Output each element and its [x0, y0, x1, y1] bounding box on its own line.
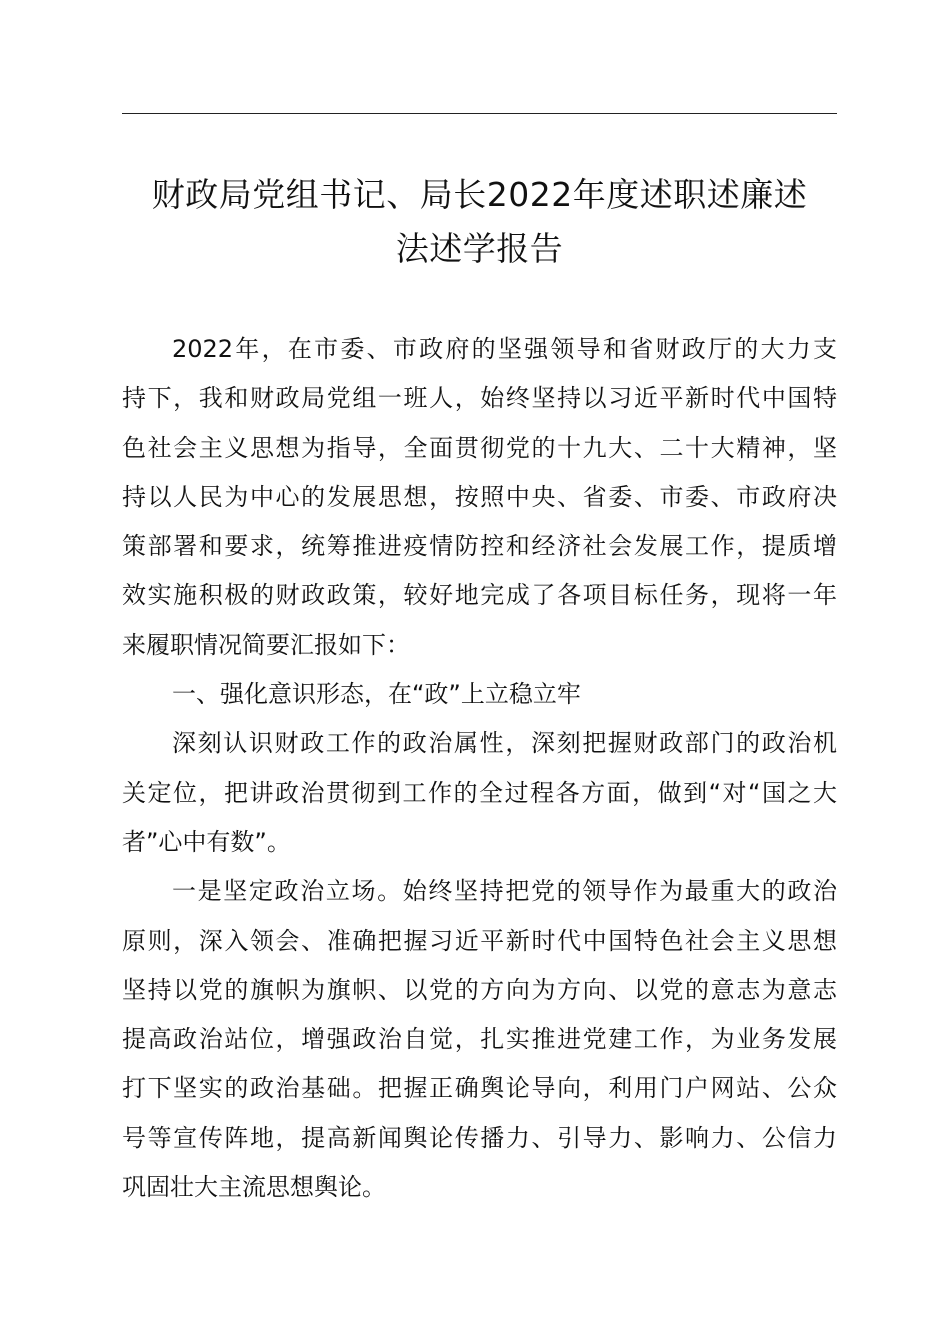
- body-text-line: 巩固壮大主流思想舆论。: [122, 1173, 386, 1202]
- body-text-line: 原则，深入领会、准确把握习近平新时代中国特色社会主义思想: [122, 926, 837, 955]
- body-text-line: 2022年，在市委、市政府的坚强领导和省财政厅的大力支: [172, 335, 837, 363]
- body-text-line: 号等宣传阵地，提高新闻舆论传播力、引导力、影响力、公信力: [122, 1123, 837, 1152]
- body-text-line: 打下坚实的政治基础。把握正确舆论导向，利用门户网站、公众: [122, 1074, 837, 1103]
- body-text-line: 者”心中有数”。: [122, 827, 291, 856]
- body-text-line: 来履职情况简要汇报如下：: [122, 630, 410, 659]
- body-text-line: 深刻认识财政工作的政治属性，深刻把握财政部门的政治机: [172, 729, 837, 758]
- body-text-line: 色社会主义思想为指导，全面贯彻党的十九大、二十大精神，坚: [122, 433, 837, 462]
- body-text-line: 关定位，把讲政治贯彻到工作的全过程各方面，做到“对“国之大: [122, 778, 837, 807]
- body-text-line: 持以人民为中心的发展思想，按照中央、省委、市委、市政府决: [122, 482, 837, 511]
- body-text-line: 持下，我和财政局党组一班人，始终坚持以习近平新时代中国特: [122, 384, 837, 413]
- body-text-line: 一是坚定政治立场。始终坚持把党的领导作为最重大的政治: [172, 877, 837, 906]
- body-text-line: 一、强化意识形态，在“政”上立稳立牢: [172, 680, 581, 709]
- body-text-line: 策部署和要求，统筹推进疫情防控和经济社会发展工作，提质增: [122, 532, 837, 561]
- title-line-2: 法述学报告: [395, 229, 564, 268]
- header-divider: [122, 113, 837, 114]
- body-text-line: 坚持以党的旗帜为旗帜、以党的方向为方向、以党的意志为意志: [122, 975, 837, 1004]
- body-text-line: 效实施积极的财政政策，较好地完成了各项目标任务，现将一年: [122, 581, 837, 610]
- body-text-line: 提高政治站位，增强政治自觉，扎实推进党建工作，为业务发展: [122, 1025, 837, 1054]
- document-title: [122, 168, 837, 276]
- title-line-1: 财政局党组书记、局长2022年度述职述廉述: [151, 175, 808, 214]
- document-body: [122, 325, 837, 1212]
